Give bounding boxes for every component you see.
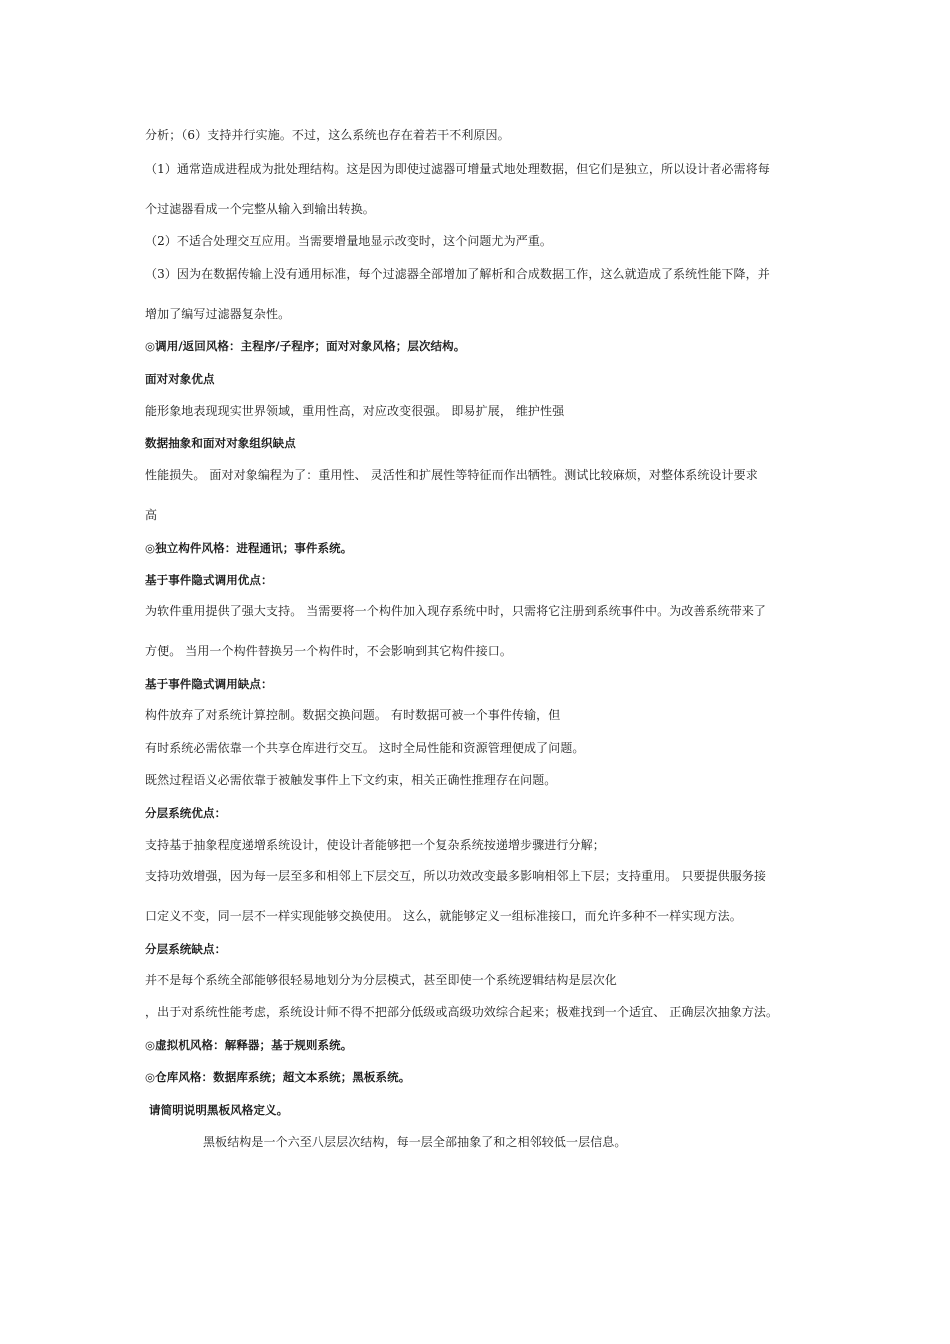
text-line: 方便。 当用一个构件替换另一个构件时，不会影响到其它构件接口。 [145,644,512,658]
text-line: 支持功效增强，因为每一层至多和相邻上下层交互，所以功效改变最多影响相邻上下层；支持重用。 只要提供服务接 [145,869,767,883]
text-line: 支持基于抽象程度递增系统设计，使设计者能够把一个复杂系统按递增步骤进行分解； [145,838,605,852]
text-line: 黑板结构是一个六至八层层次结构，每一层全部抽象了和之相邻较低一层信息。 [203,1135,627,1149]
text-line: 分析；（6）支持并行实施。不过，这么系统也存在着若干不利原因。 [145,128,510,142]
text-line: （2）不适合处理交互应用。当需要增量地显示改变时，这个问题尤为严重。 [145,234,553,248]
subheading: 分层系统缺点： [145,942,227,956]
text-line: 口定义不变，同一层不一样实现能够交换使用。 这么，就能够定义一组标准接口，而允许多种不一样实现方法。 [145,909,742,923]
text-line: 能形象地表现现实世界领域，重用性高，对应改变很强。 即易扩展， 维护性强 [145,404,565,418]
text-line: （1）通常造成进程成为批处理结构。这是因为即使过滤器可增量式地处理数据，但它们是独立，所以设计者必需将每 [145,162,770,176]
text-line: 为软件重用提供了强大支持。 当需要将一个构件加入现存系统中时，只需将它注册到系统事件中。为改善系统带来了 [145,604,767,618]
subheading: 基于事件隐式调用优点： [145,573,273,587]
subheading: 面对对象优点 [145,372,215,386]
section-heading: ◎调用/返回风格：主程序/子程序；面对对象风格；层次结构。 [145,339,466,353]
text-line: 并不是每个系统全部能够很轻易地划分为分层模式，甚至即使一个系统逻辑结构是层次化 [145,973,617,987]
text-line: （3）因为在数据传输上没有通用标准，每个过滤器全部增加了解析和合成数据工作，这么就造成了系统性能下降，并 [145,267,770,281]
section-heading: ◎仓库风格：数据库系统；超文本系统；黑板系统。 [145,1070,411,1084]
text-line: 有时系统必需依靠一个共享仓库进行交互。 这时全局性能和资源管理便成了问题。 [145,741,585,755]
text-line: ，出于对系统性能考虑，系统设计师不得不把部分低级或高级功效综合起来；极难找到一个适宜、 正确层次抽象方法。 [145,1005,779,1019]
subheading: 分层系统优点： [145,806,227,820]
text-line: 增加了编写过滤器复杂性。 [145,307,291,321]
text-line: 既然过程语义必需依靠于被触发事件上下文约束，相关正确性推理存在问题。 [145,773,557,787]
question-heading: 请简明说明黑板风格定义。 [149,1103,289,1117]
subheading: 基于事件隐式调用缺点： [145,677,273,691]
text-line: 高 [145,508,158,522]
subheading: 数据抽象和面对对象组织缺点 [145,436,296,450]
text-line: 构件放弃了对系统计算控制。数据交换问题。 有时数据可被一个事件传输，但 [145,708,561,722]
section-heading: ◎独立构件风格：进程通讯；事件系统。 [145,541,353,555]
text-line: 性能损失。 面对对象编程为了：重用性、 灵活性和扩展性等特征而作出牺牲。测试比较麻烦，对整体系统设计要求 [145,468,758,482]
text-line: 个过滤器看成一个完整从输入到输出转换。 [145,202,375,216]
section-heading: ◎虚拟机风格：解释器；基于规则系统。 [145,1038,353,1052]
